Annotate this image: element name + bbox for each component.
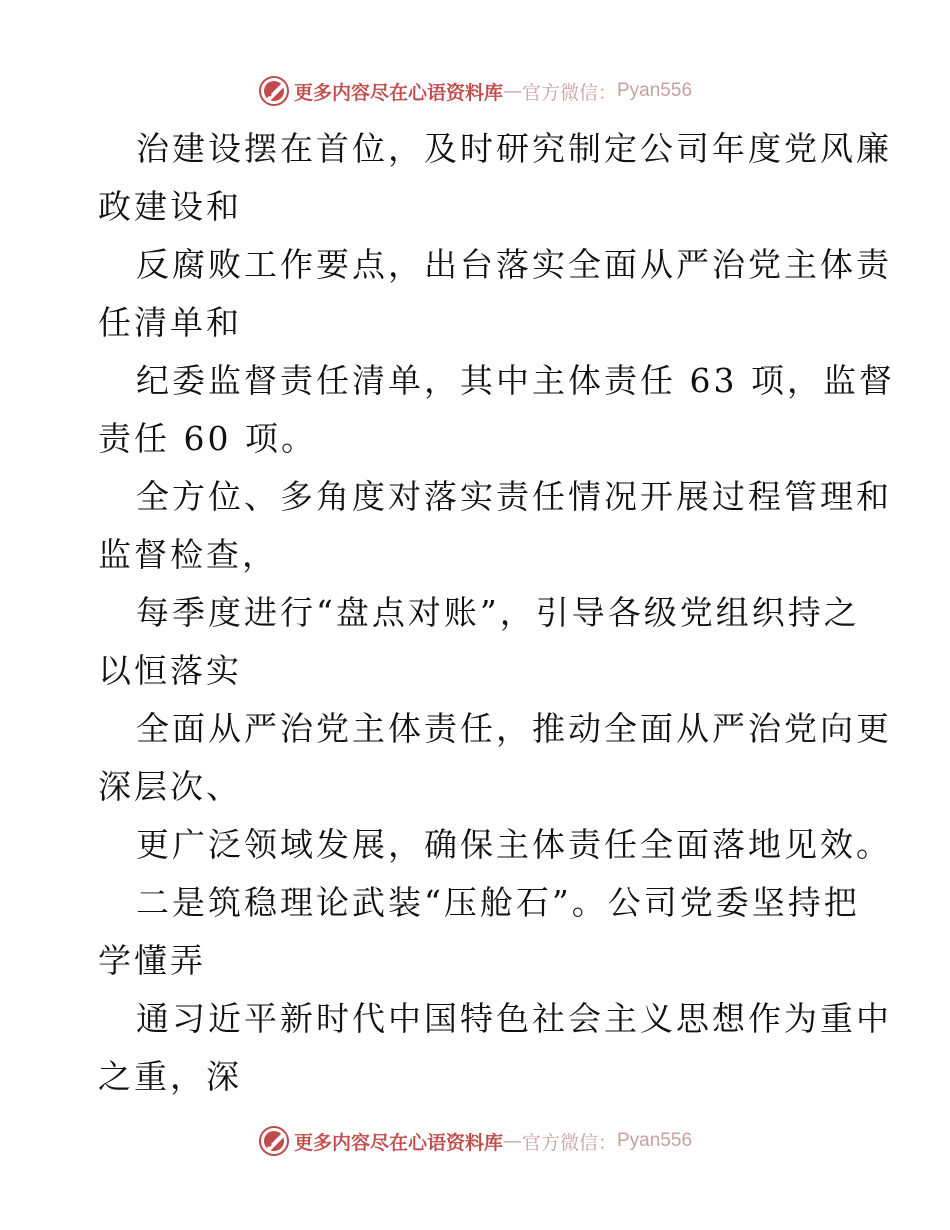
text-line: 学懂弄 <box>98 941 206 980</box>
text-line: 每季度进行“盘点对账”，引导各级党组织持之 <box>136 593 860 632</box>
text-line: 政建设和 <box>98 187 242 226</box>
body-text <box>98 120 895 1106</box>
footer-brand: 更多内容尽在心语资料库 <box>293 1131 503 1154</box>
header-dash: — <box>502 80 522 102</box>
header-wechat-label: 官方微信： <box>521 81 617 104</box>
text-line: 全方位、多角度对落实责任情况开展过程管理和 <box>136 477 892 516</box>
pen-logo-icon <box>258 75 290 107</box>
footer-wechat-label: 官方微信： <box>521 1131 617 1154</box>
text-line: 以恒落实 <box>98 651 242 690</box>
text-line: 深层次、 <box>98 767 242 806</box>
text-line: 纪委监督责任清单，其中主体责任 63 项，监督 <box>136 361 895 400</box>
text-line: 责任 60 项。 <box>98 419 317 458</box>
text-line: 监督检查， <box>98 535 278 574</box>
header-watermark <box>0 71 950 111</box>
pen-logo-icon <box>258 1125 290 1157</box>
text-line: 通习近平新时代中国特色社会主义思想作为重中 <box>136 999 892 1038</box>
footer-dash: — <box>502 1130 522 1152</box>
footer-watermark <box>0 1121 950 1161</box>
header-brand: 更多内容尽在心语资料库 <box>293 81 503 104</box>
text-line: 反腐败工作要点，出台落实全面从严治党主体责 <box>136 245 892 284</box>
text-line: 任清单和 <box>98 303 242 342</box>
text-line: 更广泛领域发展，确保主体责任全面落地见效。 <box>136 825 892 864</box>
text-line: 二是筑稳理论武装“压舱石”。公司党委坚持把 <box>136 883 860 922</box>
text-line: 全面从严治党主体责任，推动全面从严治党向更 <box>136 709 892 748</box>
header-wechat-id: Pyan556 <box>617 80 693 101</box>
text-line: 治建设摆在首位，及时研究制定公司年度党风廉 <box>136 129 892 168</box>
footer-wechat-id: Pyan556 <box>617 1130 693 1151</box>
text-line: 之重，深 <box>98 1057 242 1096</box>
